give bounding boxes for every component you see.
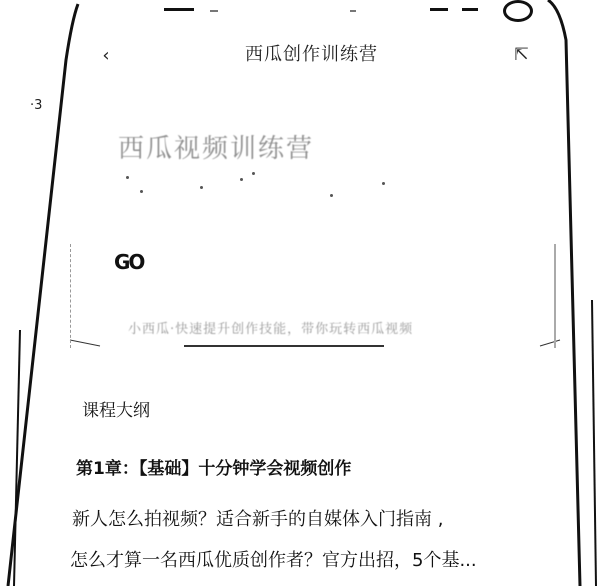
banner-title: 西瓜视频训练营 [118,134,315,164]
decor-dot [252,172,255,175]
back-button[interactable] [96,44,116,68]
share-button[interactable] [514,42,550,68]
promo-caption: 小西瓜·快速提升创作技能，带你玩转西瓜视频 [128,322,414,337]
status-indicator [430,8,448,11]
decor-dot [330,194,333,197]
edge-mark: ·3 [30,98,43,113]
lesson-item[interactable]: 新人怎么拍视频？适合新手的自媒体入门指南 , [72,509,444,530]
decor-dot [126,176,129,179]
status-bar [150,0,530,26]
decor-dot [382,182,385,185]
decor-dot [240,178,243,181]
status-indicator [462,8,478,11]
status-indicator [164,8,194,11]
promo-logo: GO [114,250,144,274]
decor-dot [140,190,143,193]
chevron-left-icon: ‹ [102,45,110,66]
status-indicator [350,10,356,12]
decor-dot [200,186,203,189]
lesson-item[interactable]: 怎么才算一名西瓜优质创作者？官方出招，5个基... [70,550,477,571]
share-icon: ⇱ [514,44,530,65]
course-outline-heading: 课程大纲 [82,401,150,421]
banner-decoration [120,168,440,198]
chapter-title[interactable]: 第1章：【基础】十分钟学会视频创作 [76,459,352,479]
status-indicator [210,10,218,12]
page-title: 西瓜创作训练营 [245,44,378,65]
front-camera-icon [503,0,533,22]
promo-underline [184,345,384,347]
